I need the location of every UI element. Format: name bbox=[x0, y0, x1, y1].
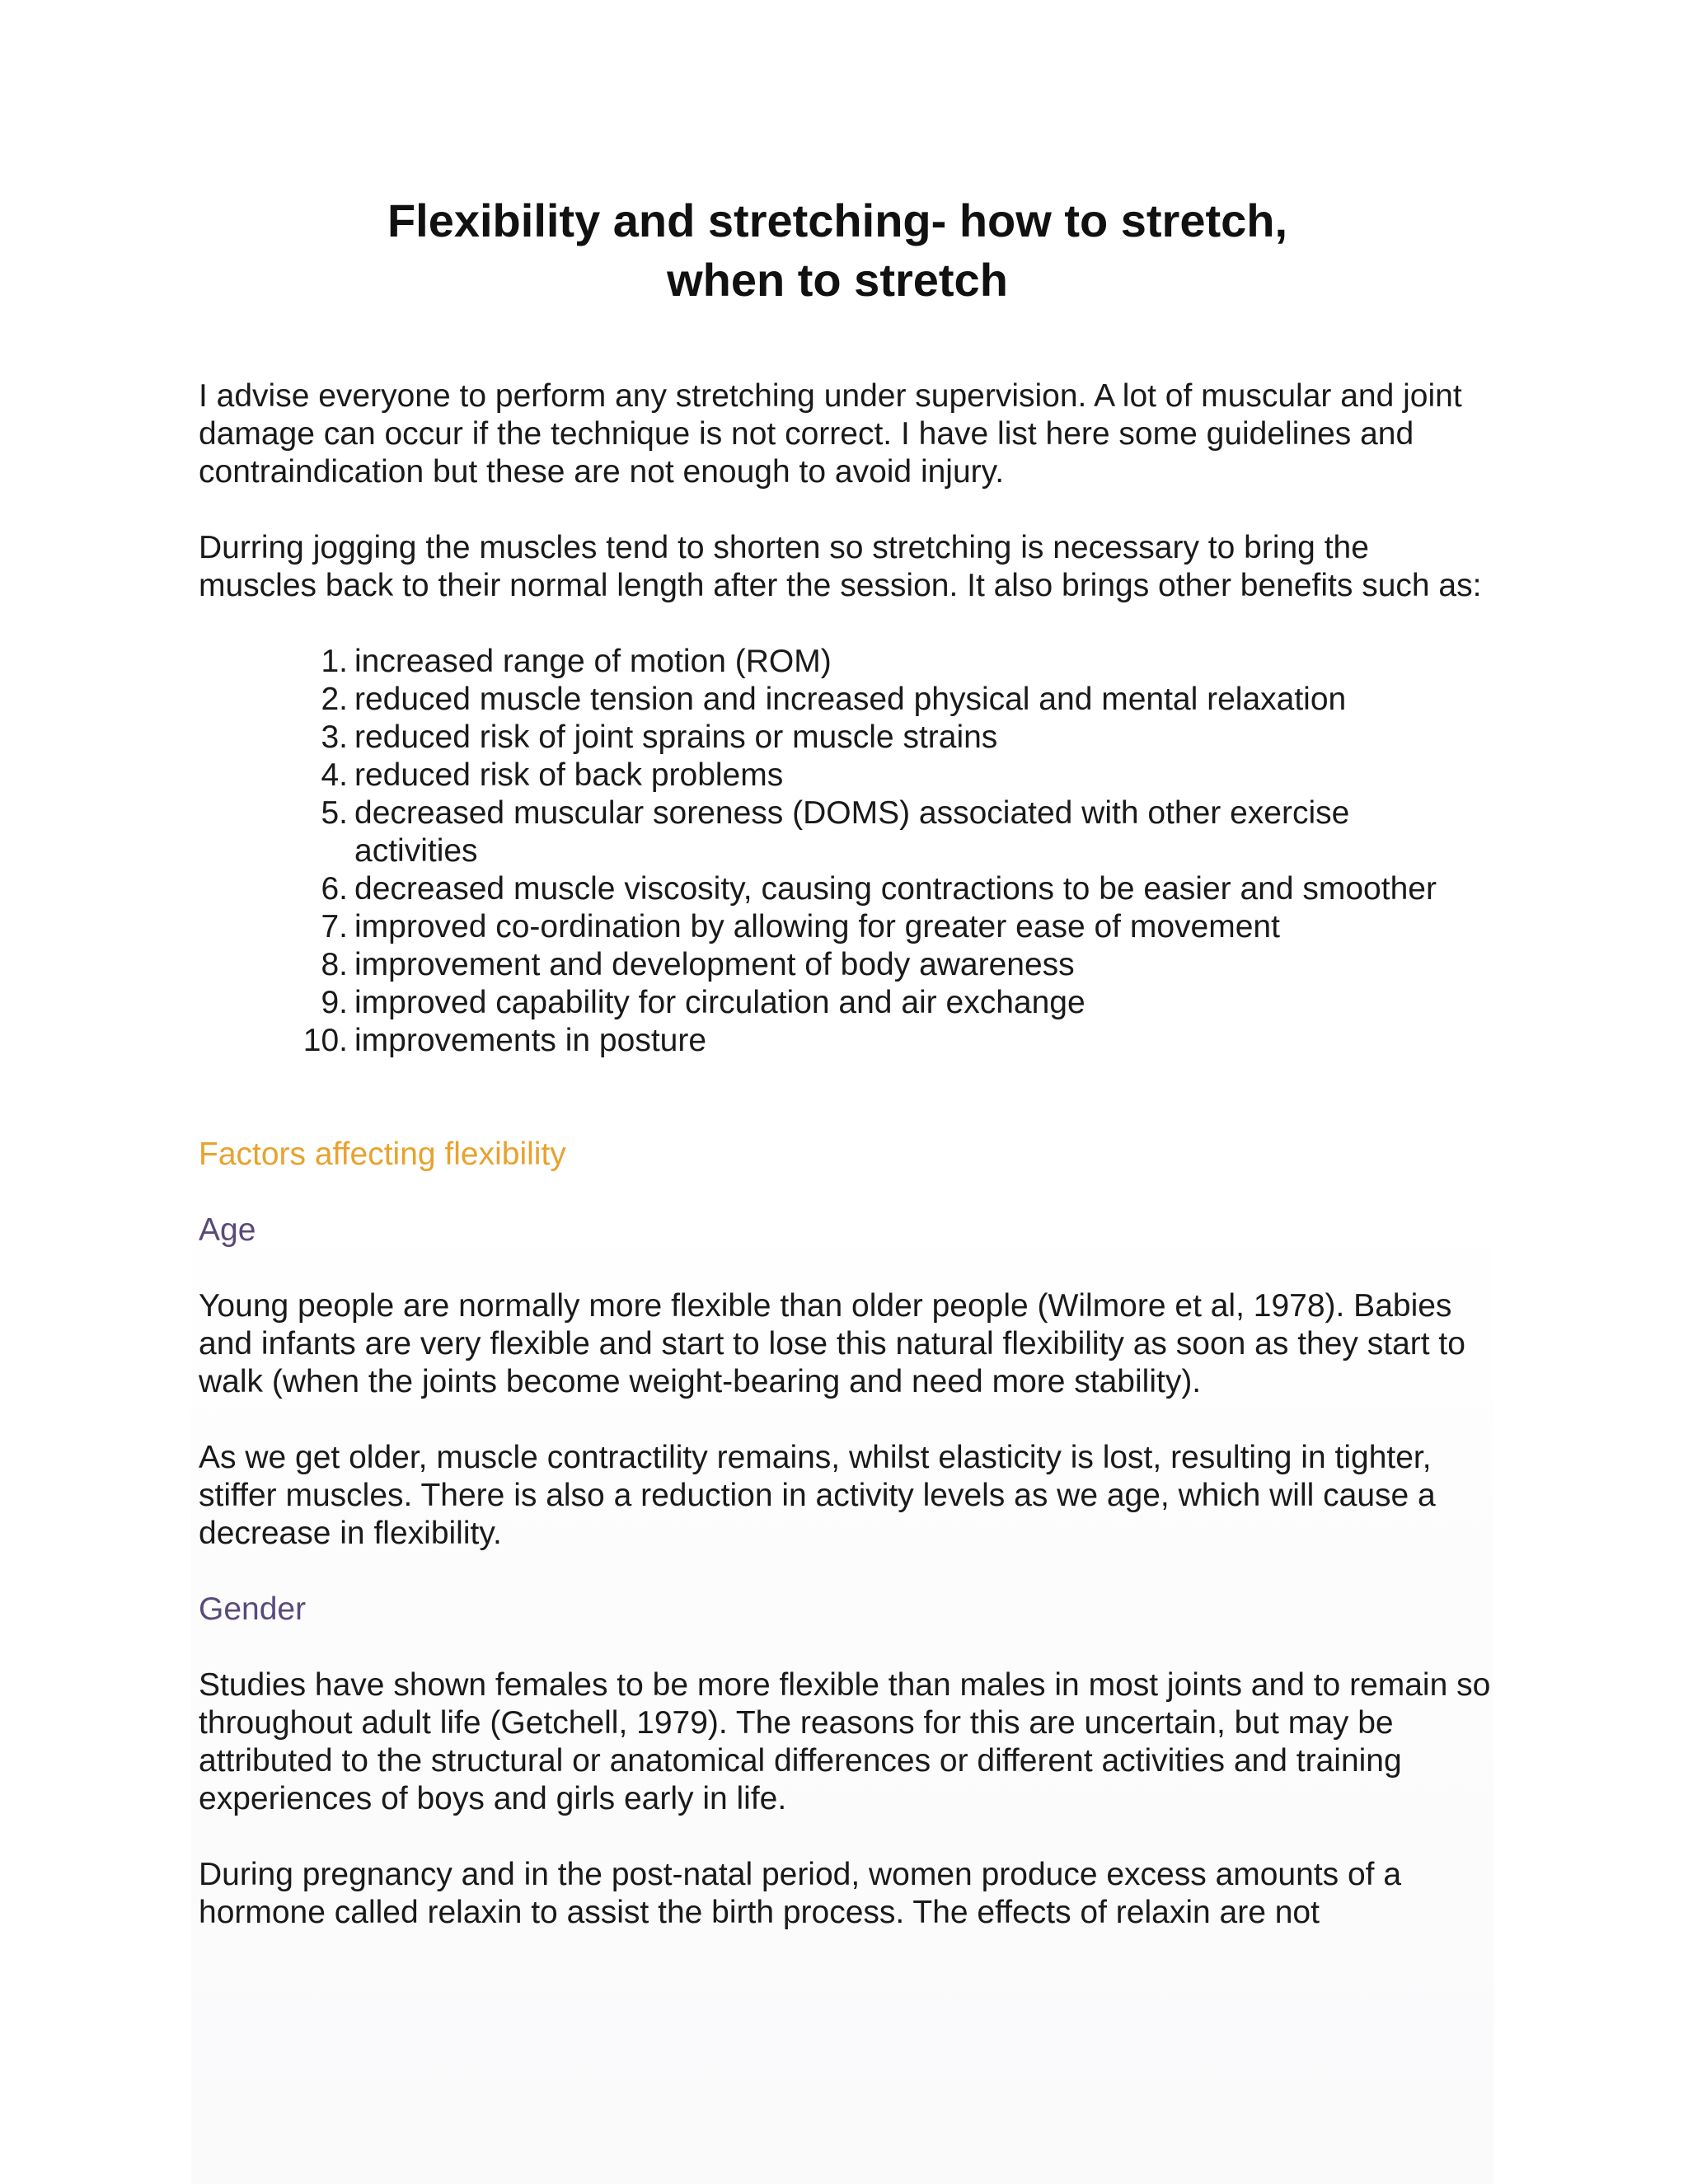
list-item bbox=[298, 984, 1493, 1022]
list-number: 3. bbox=[321, 719, 348, 755]
document-content bbox=[199, 191, 1493, 1932]
list-item bbox=[298, 681, 1493, 719]
list-text: decreased muscle viscosity, causing contractions to be easier and smoother bbox=[354, 871, 1437, 907]
gender-heading: Gender bbox=[199, 1591, 307, 1627]
list-number: 8. bbox=[321, 947, 348, 982]
gender-paragraph-1: Studies have shown females to be more flexible than males in most joints and to remain so throughout adult life (Getchell, 1979). The reasons for this are uncertain, but may be attributed to the structural or anatomical differences or different activities and training experiences of boys and girls early in life. bbox=[199, 1667, 1491, 1816]
factors-heading: Factors affecting flexibility bbox=[199, 1137, 566, 1172]
list-item bbox=[298, 794, 1493, 870]
document-title bbox=[190, 191, 1484, 310]
title-line-2: when to stretch bbox=[667, 254, 1008, 306]
list-text: reduced risk of back problems bbox=[354, 757, 784, 793]
list-number: 1. bbox=[321, 644, 348, 679]
list-item bbox=[298, 946, 1493, 984]
list-text: reduced muscle tension and increased physical and mental relaxation bbox=[354, 682, 1347, 717]
list-text: improved capability for circulation and air exchange bbox=[354, 985, 1085, 1020]
benefits-list bbox=[199, 643, 1493, 1060]
list-number: 5. bbox=[321, 795, 348, 831]
list-number: 4. bbox=[321, 757, 348, 793]
list-item bbox=[298, 870, 1493, 908]
intro-paragraph: I advise everyone to perform any stretching under supervision. A lot of muscular and joint damage can occur if the technique is not correct. I have list here some guidelines and contraindication but these are not enough to avoid injury. bbox=[199, 378, 1462, 490]
title-line-1: Flexibility and stretching- how to stretch, bbox=[387, 194, 1288, 246]
list-item bbox=[298, 719, 1493, 757]
list-item bbox=[298, 908, 1493, 946]
age-paragraph-2: As we get older, muscle contractility remains, whilst elasticity is lost, resulting in tighter, stiffer muscles. There is also a reduction in activity levels as we age, which will cause a decrease in flexibility. bbox=[199, 1440, 1436, 1551]
list-text: improved co-ordination by allowing for greater ease of movement bbox=[354, 909, 1280, 944]
list-item bbox=[298, 643, 1493, 681]
list-text: reduced risk of joint sprains or muscle strains bbox=[354, 719, 998, 755]
gender-paragraph-2: During pregnancy and in the post-natal period, women produce excess amounts of a hormone called relaxin to assist the birth process. The effects of relaxin are not bbox=[199, 1857, 1402, 1930]
list-number: 9. bbox=[321, 985, 348, 1020]
list-number: 2. bbox=[321, 682, 348, 717]
list-item bbox=[298, 1022, 1493, 1060]
list-number: 10. bbox=[302, 1023, 348, 1058]
list-text: improvements in posture bbox=[354, 1023, 707, 1058]
age-heading: Age bbox=[199, 1212, 256, 1248]
list-number: 7. bbox=[321, 909, 348, 944]
list-text: decreased muscular soreness (DOMS) associated with other exercise activities bbox=[354, 795, 1350, 869]
list-text: increased range of motion (ROM) bbox=[354, 644, 832, 679]
list-item bbox=[298, 757, 1493, 794]
list-text: improvement and development of body awareness bbox=[354, 947, 1075, 982]
jogging-paragraph: Durring jogging the muscles tend to shorten so stretching is necessary to bring the muscles back to their normal length after the session. It also brings other benefits such as: bbox=[199, 530, 1482, 603]
list-number: 6. bbox=[321, 871, 348, 907]
age-paragraph-1: Young people are normally more flexible than older people (Wilmore et al, 1978). Babies and infants are very flexible and start to lose this natural flexibility as soon as they start to walk (when the joints become weight-bearing and need more stability). bbox=[199, 1288, 1465, 1399]
